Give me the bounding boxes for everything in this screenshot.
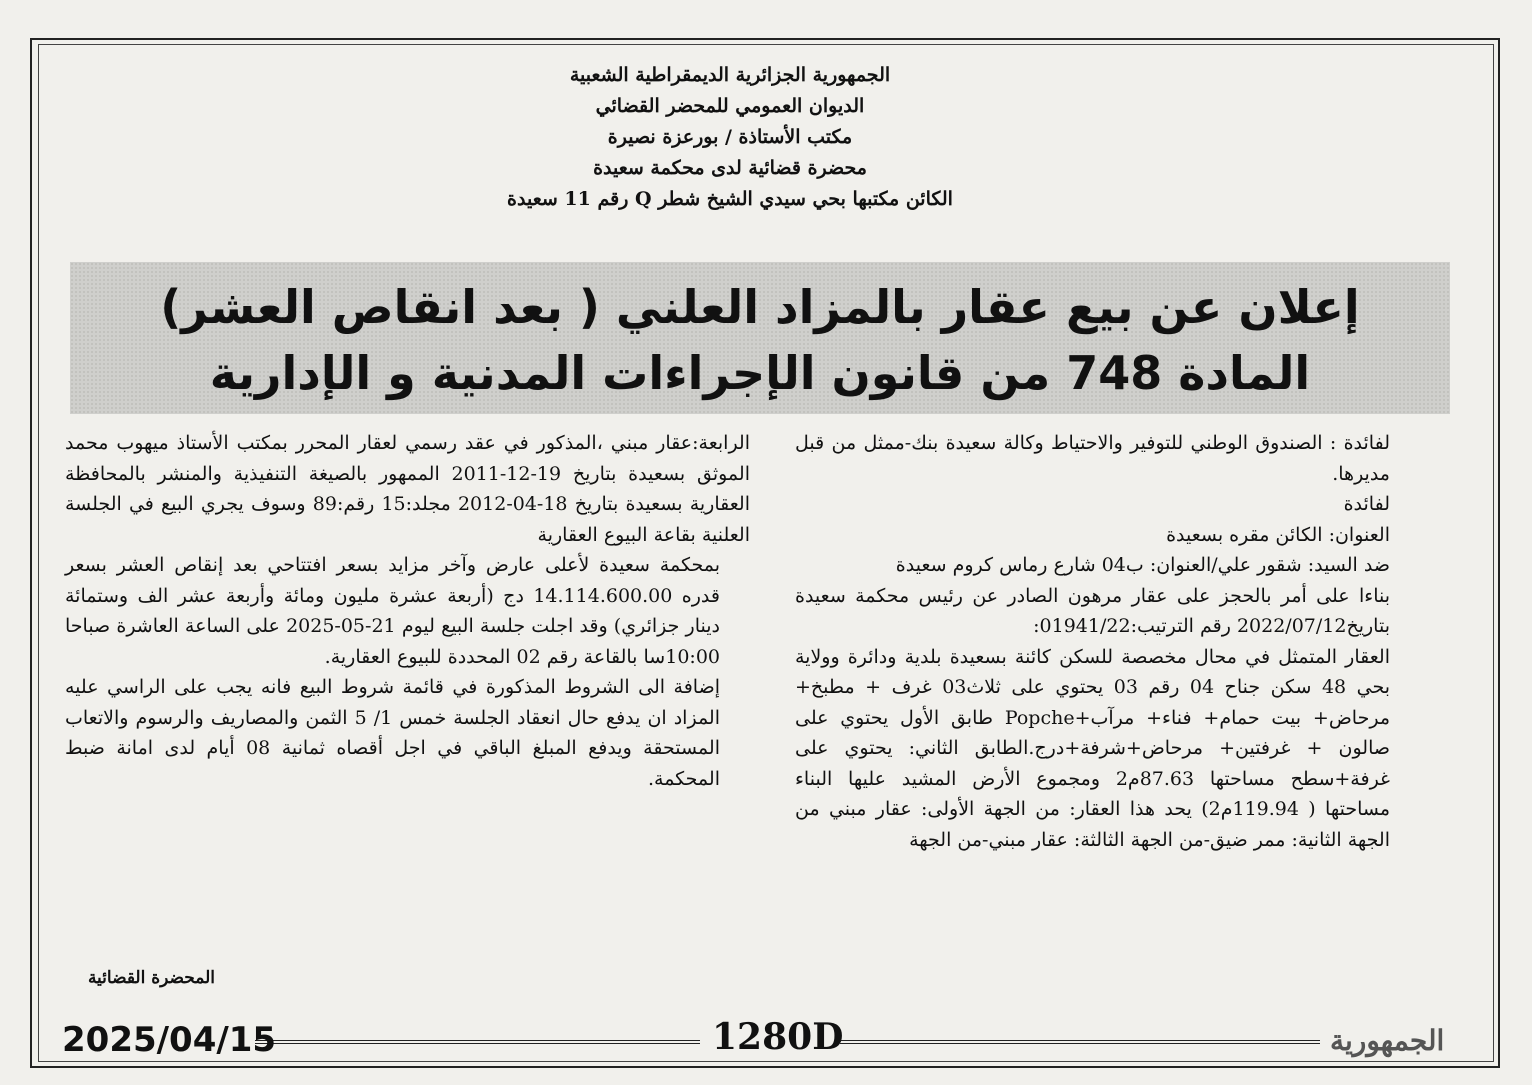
paragraph-beneficiary: لفائدة : الصندوق الوطني للتوفير والاحتياط وكالة سعيدة بنك-ممثل من قبل مديرها.: [795, 432, 1390, 485]
paragraph-seizure-order: بناءا على أمر بالحجز على عقار مرهون الصادر عن رئيس محكمة سعيدة بتاريخ2022/07/12 رقم الترتيب:01941/22:: [795, 584, 1390, 637]
footer-divider-left: [255, 1040, 700, 1044]
office-header: [380, 60, 1080, 215]
header-line-court: محضرة قضائية لدى محكمة سعيدة: [593, 157, 867, 179]
newspaper-masthead: الجمهورية: [1330, 1024, 1445, 1057]
header-line-address: الكائن مكتبها بحي سيدي الشيخ شطر Q رقم 11 سعيدة: [507, 188, 953, 210]
footer-divider-right: [840, 1040, 1320, 1044]
paragraph-deed: الرابعة:عقار مبني ،المذكور في عقد رسمي لعقار المحرر بمكتب الأستاذ ميهوب محمد الموثق بسعيدة بتاريخ 19-12-2011 الممهور بالصيغة التنفيذية والمنشر بالمحافظة العقارية بسعيدة بتاريخ 18-04-2012 مجلد:15 رقم:89 وسوف يجري البيع في الجلسة العلنية بقاعة البيوع العقارية: [65, 432, 750, 546]
headline-line-1: إعلان عن بيع عقار بالمزاد العلني ( بعد انقاص العشر): [160, 280, 1360, 334]
paragraph-defendant: ضد السيد: شقور علي/العنوان: ب04 شارع رماس كروم سعيدة: [895, 554, 1390, 576]
paragraph-conditions: إضافة الى الشروط المذكورة في قائمة شروط البيع فانه يجب على الراسي عليه المزاد ان يدفع حال انعقاد الجلسة خمس 1/ 5 الثمن والمصاريف والرسوم والاتعاب المستحقة ويدفع المبلغ الباقي في اجل أقصاه ثمانية 08 أيام لدى امانة ضبط المحكمة.: [65, 676, 720, 790]
footer-ad-code: 1280D: [712, 1016, 844, 1058]
right-column: [795, 428, 1420, 855]
header-line-bailiff: مكتب الأستاذة / بورعزة نصيرة: [607, 126, 853, 148]
header-line-office: الديوان العمومي للمحضر القضائي: [595, 95, 865, 117]
paragraph-address: العنوان: الكائن مقره بسعيدة: [1166, 523, 1390, 546]
paragraph-property-description: العقار المتمثل في محال مخصصة للسكن كائنة بسعيدة بلدية ودائرة وولاية بحي 48 سكن جناح 04 رقم 03 يحتوي على ثلاث03 غرف + مطبخ+ مرحاض+ بيت حمام+ فناء+ مرآب+Popche طابق الأول يحتوي على صالون + غرفتين+ مرحاض+شرفة+درج.الطابق الثاني: يحتوي على غرفة+سطح مساحتها 87.63م2 ومجموع الأرض المشيد عليها البناء مساحتها ( 119.94م2) يحد هذا العقار: من الجهة الأولى: عقار مبني من الجهة الثانية: ممر ضيق-من الجهة الثالثة: عقار مبني-من الجهة: [795, 645, 1391, 851]
footer-date: 2025/04/15: [62, 1020, 277, 1060]
paragraph-price: بمحكمة سعيدة لأعلى عارض وآخر مزايد بسعر افتتاحي بعد إنقاص العشر بسعر قدره 14.114.600.00 دج (أربعة عشرة مليون ومائة وأربعة عشر الف وستمائة دينار جزائري) وقد اجلت جلسة البيع ليوم 21-05-2025 على الساعة العاشرة صباحا 10:00سا بالقاعة رقم 02 المحددة للبيوع العقارية.: [65, 554, 720, 668]
header-line-republic: الجمهورية الجزائرية الديمقراطية الشعبية: [569, 64, 891, 86]
paragraph-beneficiary-label: لفائدة: [1343, 493, 1390, 515]
headline-line-2: المادة 748 من قانون الإجراءات المدنية و الإدارية: [209, 346, 1311, 400]
signature-bailiff: المحضرة القضائية: [87, 968, 215, 988]
announcement-headline: [70, 262, 1450, 414]
left-column: [65, 428, 750, 794]
